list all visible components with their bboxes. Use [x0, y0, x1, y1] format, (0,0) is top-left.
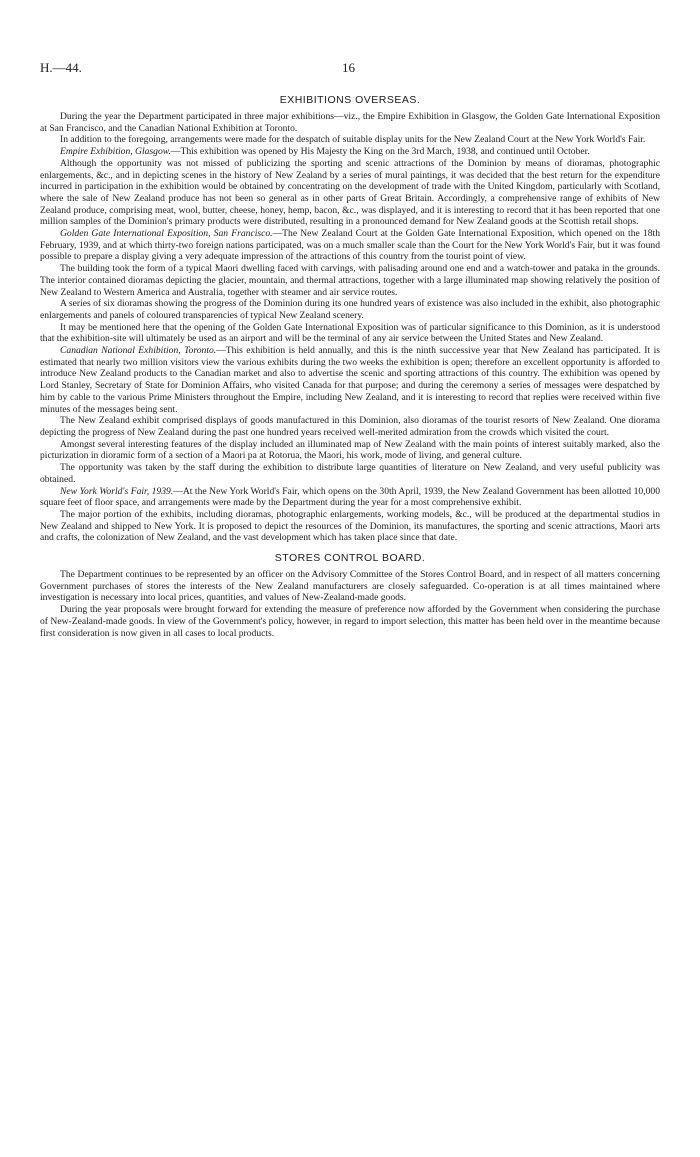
paragraph-text: A series of six dioramas showing the progress of the Dominion during its one hundred years of existence was also included in the exhibit, also photographic enlargements and panels of coloured transparencies of typical New Zealand scenery. — [40, 298, 660, 321]
paragraph-text: —The New Zealand Court at the Golden Gate International Exposition, which opened on the 18th February, 1939, and at which thirty-two foreign nations participated, was on a much smaller scale than the Court for the New York World's Fair, but it was found possible to prepare a display giving a very adequate impression of the attractions of this country from the tourist point of view. — [40, 228, 660, 263]
body-paragraph — [40, 439, 660, 462]
body-paragraph — [40, 298, 660, 321]
body-paragraph — [40, 345, 660, 415]
paragraph-text: The New Zealand exhibit comprised displays of goods manufactured in this Dominion, also dioramas of the tourist resorts of New Zealand. One diorama depicting the progress of New Zealand during the past one hundred years received well-merited admiration from the crowds which visited the court. — [40, 415, 660, 438]
paragraph-text: Amongst several interesting features of the display included an illuminated map of New Zealand with the main points of interest suitably marked, also the picturization in dioramic form of a section of a Maori pa at Rotorua, the Maori, his work, mode of living, and general culture. — [40, 438, 660, 462]
body-paragraph — [40, 111, 660, 134]
document-body — [40, 94, 660, 639]
paragraph-text: —At the New York World's Fair, which opens on the 30th April, 1939, the New Zealand Government has been allotted 10,000 square feet of floor space, and arrangements were made by the Department during the year for a most comprehensive exhibit. — [40, 485, 661, 509]
body-paragraph — [40, 322, 660, 345]
body-paragraph — [40, 462, 660, 485]
document-reference: H.—44. — [40, 60, 82, 75]
paragraph-lead-heading: Canadian National Exhibition, Toronto. — [60, 345, 217, 357]
paragraph-text: The building took the form of a typical Maori dwelling faced with carvings, with palisading around one end and a watch-tower and pataka in the grounds. The interior contained dioramas depicting the glacier, mountain, and thermal attractions, together with a large illuminated map showing relatively the position of New Zealand to Western America and Australia, together with steamer and air service routes. — [40, 263, 660, 298]
body-paragraph — [40, 134, 660, 146]
paragraph-text: The Department continues to be represented by an officer on the Advisory Committee of the Stores Control Board, and in respect of all matters concerning Government purchases of stores the interests of the New Zealand manufacturers are closely safeguarded. Co-operation is at all times maintained where investigation is necessary into local prices, quantities, and values of New-Zealand-made goods. — [40, 569, 660, 604]
running-header — [40, 60, 660, 78]
body-paragraph — [40, 263, 660, 298]
paragraph-text: The major portion of the exhibits, including dioramas, photographic enlargements, working models, &c., will be produced at the departmental studios in New Zealand and shipped to New York. It is proposed to depict the resources of the Dominion, its manufactures, the sporting and scenic attractions, Maori arts and crafts, the colonization of New Zealand, and the vast development which has taken place since that date. — [40, 508, 660, 544]
section-heading: EXHIBITIONS OVERSEAS. — [279, 94, 421, 106]
body-paragraph — [40, 509, 660, 544]
body-paragraph — [40, 146, 660, 158]
paragraph-text: It may be mentioned here that the opening of the Golden Gate International Exposition was of particular significance to this Dominion, as it is understood that the exhibition-site will ultimately be used as an airport and will be the terminal of any air service between the United States and New Zealand. — [40, 321, 660, 345]
paragraph-text: —This exhibition is held annually, and this is the ninth successive year that New Zealand has participated. It is estimated that nearly two million visitors view the various exhibits during the two weeks the exhibition is open; therefore an excellent opportunity is afforded to introduce New Zealand products to the Canadian market and also to advertise the scenic and sporting attractions of this country. The exhibition was opened by Lord Stanley, Secretary of State for Dominion Affairs, who visited Canada for that purpose; and during the ceremony a series of messages were despatched by him by cable to the various Prime Ministers throughout the Empire, including New Zealand, and it is interesting to record that replies were received within five minutes of the messages being sent. — [40, 345, 660, 415]
body-paragraph — [40, 415, 660, 438]
paragraph-lead-heading: Golden Gate International Exposition, San Francisco. — [60, 228, 273, 240]
paragraph-text: Although the opportunity was not missed of publicizing the sporting and scenic attractions of the Dominion by means of dioramas, photographic enlargements, &c., and in depicting scenes in the history of New Zealand by a series of mural paintings, it was decided that the best return for the expenditure incurred in participation in the exhibition would be obtained by concentrating on the development of trade with the United Kingdom, particularly with Scotland, where the sale of New Zealand produce has not been so general as in other parts of Great Britain. Accordingly, a comprehensive range of exhibits of New Zealand produce, comprising meat, wool, butter, cheese, honey, hemp, bacon, &c., was displayed, and it is interesting to record that it has been reported that one million samples of the Dominion's primary products were distributed, resulting in a pronounced demand for New Zealand goods at the Scottish retail shops. — [40, 157, 660, 228]
paragraph-text: The opportunity was taken by the staff during the exhibition to distribute large quantities of literature on New Zealand, and very useful publicity was obtained. — [40, 462, 660, 485]
body-paragraph — [40, 158, 660, 228]
body-paragraph — [40, 228, 660, 263]
body-paragraph — [40, 604, 660, 639]
paragraph-text: During the year proposals were brought forward for extending the measure of preference now afforded by the Government when considering the purchase of New-Zealand-made goods. In view of the Government's policy, however, in regard to import selection, this matter has been held over in the meantime because first consideration is now given in all cases to local products. — [40, 604, 660, 639]
paragraph-lead-heading: New York World's Fair, 1939. — [60, 485, 174, 497]
paragraph-lead-heading: Empire Exhibition, Glasgow. — [60, 146, 171, 158]
paragraph-text: —This exhibition was opened by His Majesty the King on the 3rd March, 1938, and continued until October. — [170, 146, 590, 158]
page-number: 16 — [342, 60, 355, 75]
body-paragraph — [40, 486, 660, 509]
body-paragraph — [40, 569, 660, 604]
paragraph-text: During the year the Department participated in three major exhibitions—viz., the Empire Exhibition in Glasgow, the Golden Gate International Exposition at San Francisco, and the Canadian National Exhibition at Toronto. — [40, 111, 660, 134]
section-heading: STORES CONTROL BOARD. — [274, 552, 426, 565]
paragraph-text: In addition to the foregoing, arrangements were made for the despatch of suitable display units for the New Zealand Court at the New York World's Fair. — [60, 134, 646, 146]
